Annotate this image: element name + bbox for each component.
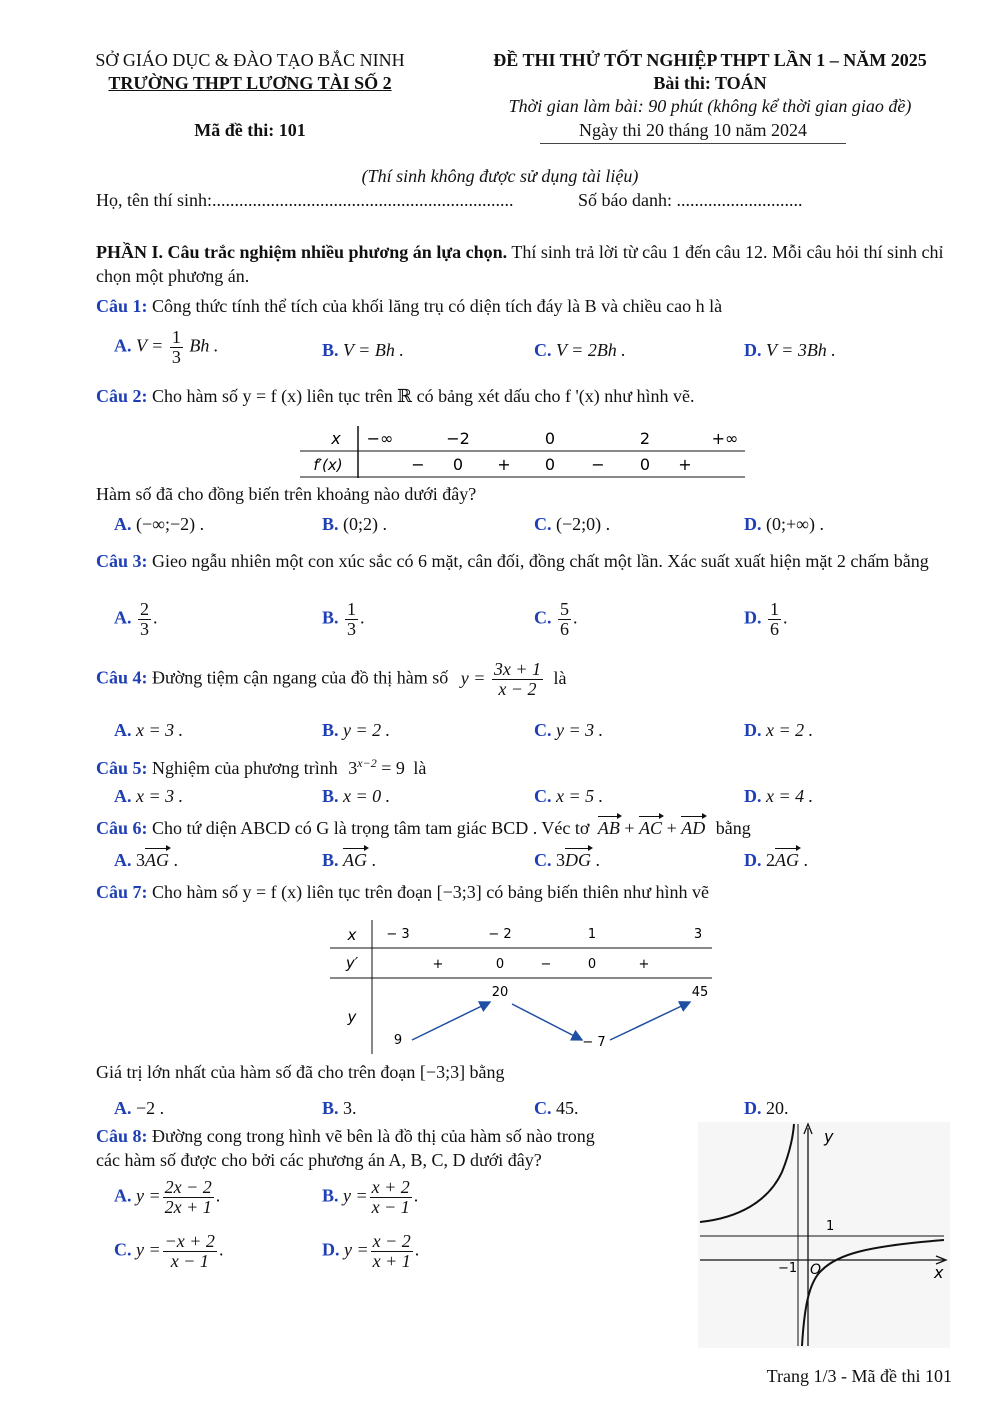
x-value: 2: [639, 429, 651, 448]
q5-option-b[interactable]: B. x = 0 .: [322, 786, 391, 806]
y-value: 9: [393, 1033, 403, 1048]
graph-x-label: x: [934, 1263, 944, 1282]
vector: AB: [597, 818, 620, 838]
part1-description: Thí sinh trả lời từ câu 1 đến câu 12. Mỗi câu hỏi thí sinh chỉ chọn một phương án.: [96, 242, 944, 286]
exam-date: Ngày thi 20 tháng 10 năm 2024: [540, 120, 846, 144]
q7-option-d[interactable]: D. 20.: [744, 1098, 789, 1118]
graph-label-one: 1: [826, 1219, 835, 1234]
exam-duration: Thời gian làm bài: 90 phút (không kể thời gian giao đề): [508, 96, 912, 116]
increase-arrow: [610, 1002, 690, 1040]
question-text: Gieo ngẫu nhiên một con xúc sắc có 6 mặt, cân đối, đồng chất một lần. Xác suất xuất hiện mặt 2 chấm bằng: [152, 551, 929, 571]
graph-label-minus-one: −1: [778, 1261, 798, 1276]
question-text: Đường cong trong hình vẽ bên là đồ thị của hàm số nào trong: [152, 1126, 595, 1146]
q3-option-a[interactable]: A. $\frac{2}{3}$ .: [114, 599, 158, 639]
sign: 0: [495, 957, 505, 972]
q4-option-c[interactable]: C. y = 3 .: [534, 720, 604, 740]
q2-option-a[interactable]: A. (−∞;−2) .: [114, 514, 205, 534]
x-value: − 2: [488, 927, 512, 942]
sign-chart: [300, 424, 750, 480]
student-name-field: Họ, tên thí sinh:...................................................................: [96, 190, 514, 210]
question-3: [96, 549, 956, 573]
q2-question: Hàm số đã cho đồng biến trên khoảng nào dưới đây?: [96, 484, 477, 504]
q3-option-b[interactable]: B. $\frac{1}{3}$ .: [322, 599, 365, 639]
question-1: [96, 296, 722, 317]
question-label: Câu 7:: [96, 882, 148, 902]
fraction: $\frac{1}{3}$: [171, 327, 181, 367]
q3-option-d[interactable]: D. $\frac{1}{6}$ .: [744, 599, 788, 639]
sign: +: [497, 455, 511, 474]
question-label: Câu 5:: [96, 758, 148, 778]
question-text: Nghiệm của phương trình: [152, 758, 338, 778]
question-text: Cho tứ diện ABCD có G là trọng tâm tam giác BCD . Véc tơ: [152, 818, 590, 838]
q6-option-a[interactable]: A. 3AG .: [114, 850, 178, 870]
x-value: 3: [693, 927, 703, 942]
school-name: TRƯỜNG THPT LƯƠNG TÀI SỐ 2: [108, 73, 392, 93]
q1-option-c[interactable]: C. V = 2Bh .: [534, 340, 626, 360]
page-footer: Trang 1/3 - Mã đề thi 101: [766, 1366, 952, 1386]
q5-option-a[interactable]: A. x = 3 .: [114, 786, 184, 806]
q1-option-a[interactable]: [114, 328, 218, 367]
sign-chart-x-label: x: [331, 429, 341, 448]
sign: +: [678, 455, 692, 474]
question-label: Câu 6:: [96, 818, 148, 838]
q2-option-d[interactable]: D. (0;+∞) .: [744, 514, 824, 534]
department-name: SỞ GIÁO DỤC & ĐÀO TẠO BẮC NINH: [95, 50, 405, 70]
y-value: 45: [691, 985, 709, 1000]
q3-option-c[interactable]: C. $\frac{5}{6}$ .: [534, 599, 578, 639]
question-label: Câu 2:: [96, 386, 148, 406]
vt-y-label: y: [347, 1008, 357, 1026]
increase-arrow: [412, 1002, 490, 1040]
question-label: Câu 3:: [96, 551, 148, 571]
function-graph: [698, 1122, 950, 1348]
question-2: [96, 386, 695, 407]
question-text: Công thức tính thể tích của khối lăng trụ có diện tích đáy là B và chiều cao h là: [152, 296, 723, 316]
question-8-line2: các hàm số được cho bởi các phương án A, B, C, D dưới đây?: [96, 1150, 542, 1170]
q8-option-d[interactable]: D. y = $\frac{x - 2}{x + 1}$ .: [322, 1231, 420, 1271]
x-value: +∞: [711, 429, 739, 448]
graph-origin-label: O: [810, 1262, 822, 1278]
vector: AD: [681, 818, 706, 838]
sign: −: [540, 957, 552, 972]
q8-option-a[interactable]: A. y = $\frac{2x - 2}{2x + 1}$ .: [114, 1177, 221, 1217]
x-value: − 3: [386, 927, 410, 942]
function-fraction: $\frac{3x + 1}{x - 2}$: [493, 659, 542, 699]
option-text: V =: [136, 335, 164, 356]
sign: 0: [544, 455, 556, 474]
y-value: 20: [491, 985, 509, 1000]
q7-option-c[interactable]: C. 45.: [534, 1098, 579, 1118]
x-value: 1: [587, 927, 597, 942]
q5-option-c[interactable]: C. x = 5 .: [534, 786, 604, 806]
x-value: −2: [446, 429, 470, 448]
question-text: Cho hàm số y = f (x) liên tục trên đoạn [−3;3] có bảng biến thiên như hình vẽ: [152, 882, 709, 902]
variation-table: [330, 918, 720, 1056]
q6-option-b[interactable]: B. AG .: [322, 850, 377, 870]
sign: −: [591, 455, 605, 474]
x-value: 0: [544, 429, 556, 448]
y-value: − 7: [582, 1035, 606, 1050]
q2-option-b[interactable]: B. (0;2) .: [322, 514, 388, 534]
part1-title: PHẦN I. Câu trắc nghiệm nhiều phương án lựa chọn.: [96, 242, 508, 262]
graph-y-label: y: [824, 1127, 834, 1146]
question-text: Đường tiệm cận ngang của đồ thị hàm số: [152, 667, 449, 688]
q6-option-c[interactable]: C. 3DG .: [534, 850, 600, 870]
q8-option-b[interactable]: B. y = $\frac{x + 2}{x - 1}$ .: [322, 1177, 419, 1217]
sign: +: [638, 957, 650, 972]
q5-option-d[interactable]: D. x = 4 .: [744, 786, 814, 806]
q7-option-a[interactable]: A. −2 .: [114, 1098, 165, 1118]
exam-subject: Bài thi: TOÁN: [653, 73, 767, 93]
q4-option-d[interactable]: D. x = 2 .: [744, 720, 814, 740]
vt-yp-label: y′: [345, 954, 359, 972]
vector: AC: [639, 818, 663, 838]
q6-option-d[interactable]: D. 2AG .: [744, 850, 808, 870]
exam-code: Mã đề thi: 101: [194, 120, 306, 140]
question-5: Câu 5: Nghiệm của phương trình $3^{x-2} = 9$ là: [96, 756, 427, 778]
question-label: Câu 4:: [96, 667, 148, 688]
sign: 0: [587, 957, 597, 972]
q7-question: Giá trị lớn nhất của hàm số đã cho trên đoạn [−3;3] bằng: [96, 1062, 505, 1082]
sign-chart-fp-label: f′(x): [313, 456, 343, 474]
question-text: Cho hàm số y = f (x) liên tục trên ℝ có bảng xét dấu cho f '(x) như hình vẽ.: [152, 386, 695, 406]
question-7: [96, 882, 709, 903]
q2-option-c[interactable]: C. (−2;0) .: [534, 514, 611, 534]
q1-option-b[interactable]: B. V = Bh .: [322, 340, 404, 360]
vt-x-label: x: [347, 926, 357, 944]
exam-title: ĐỀ THI THỬ TỐT NGHIỆP THPT LẦN 1 – NĂM 2025: [493, 50, 927, 70]
q8-option-c[interactable]: C. y = $\frac{-x + 2}{x - 1}$ .: [114, 1231, 224, 1271]
no-documents-note: (Thí sinh không được sử dụng tài liệu): [361, 166, 639, 186]
q4-option-b[interactable]: B. y = 2 .: [322, 720, 391, 740]
part1-heading: [96, 240, 956, 288]
question-6: Câu 6: Cho tứ diện ABCD có G là trọng tâm tam giác BCD . Véc tơ AB + AC + AD bằng: [96, 818, 751, 838]
sign: +: [432, 957, 444, 972]
q1-option-d[interactable]: D. V = 3Bh .: [744, 340, 836, 360]
x-value: −∞: [366, 429, 394, 448]
student-id-field: Số báo danh: ............................: [578, 190, 803, 210]
decrease-arrow: [512, 1004, 582, 1040]
question-label: Câu 8:: [96, 1126, 148, 1146]
option-text: Bh .: [189, 335, 219, 356]
question-label: Câu 1:: [96, 296, 148, 316]
question-4: Câu 4: Đường tiệm cận ngang của đồ thị hàm số y = $\frac{3x + 1}{x - 2}$ là: [96, 659, 567, 699]
option-label: A.: [114, 335, 132, 356]
q4-option-a[interactable]: A. x = 3 .: [114, 720, 184, 740]
q7-option-b[interactable]: B. 3.: [322, 1098, 357, 1118]
sign: −: [411, 455, 425, 474]
sign: 0: [452, 455, 464, 474]
sign: 0: [639, 455, 651, 474]
question-8: [96, 1126, 595, 1147]
